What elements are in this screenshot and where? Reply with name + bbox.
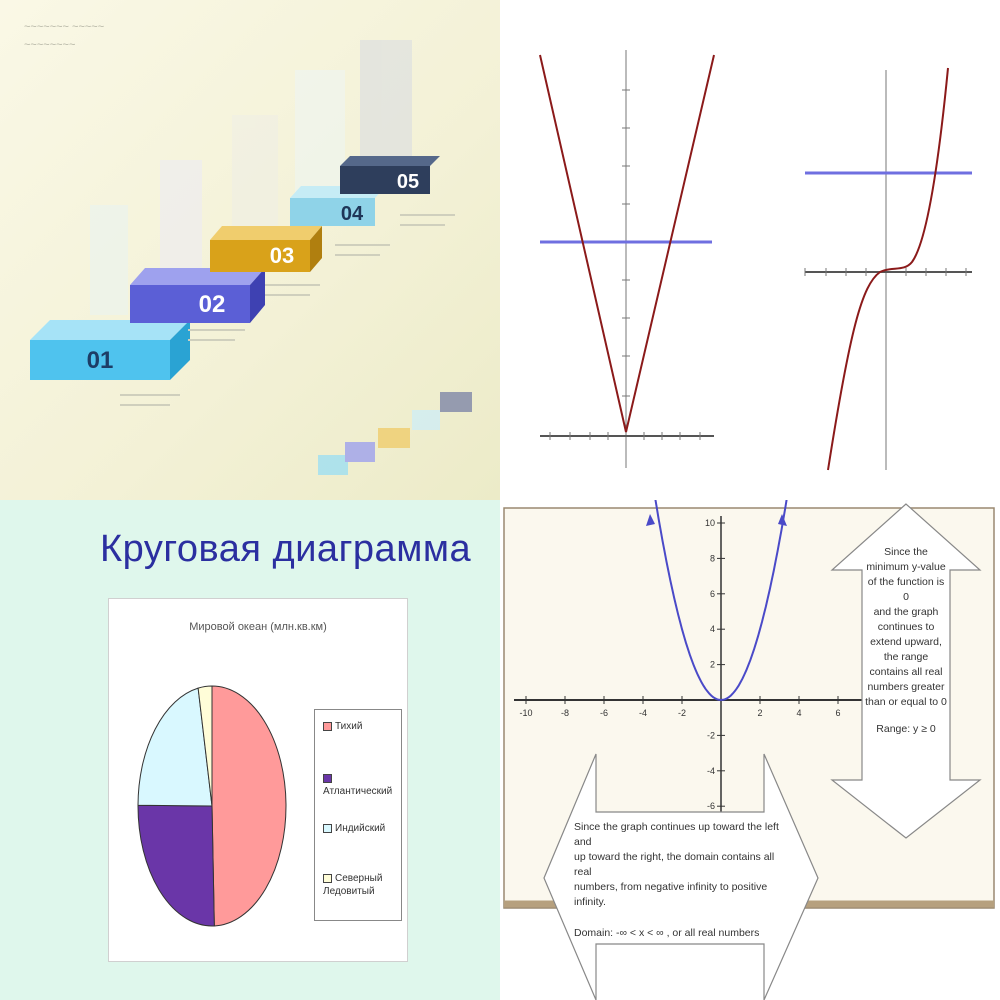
legend-swatch: [323, 722, 332, 731]
x-tick-label: 6: [835, 708, 841, 718]
x-tick-label: -8: [560, 708, 570, 718]
legend-label: Тихий: [335, 721, 363, 732]
abs-value-graph: [540, 50, 714, 468]
y-tick-label: -6: [706, 801, 715, 812]
legend-swatch: [323, 774, 332, 783]
pie-chart: [109, 659, 309, 949]
slide-title: Круговая диаграмма: [100, 528, 472, 570]
y-tick-label: -2: [706, 730, 715, 741]
legend-swatch: [323, 874, 332, 883]
legend-item: [323, 772, 401, 798]
infographic-header-line: ~~~~~~~ ~~~~~: [24, 21, 105, 33]
step-02: [130, 268, 265, 323]
x-tick-label: 2: [757, 708, 763, 718]
step-number: 01: [86, 347, 114, 374]
range-note: [865, 545, 947, 737]
range-note-line: the range: [883, 651, 929, 663]
y-tick-label: 8: [709, 553, 715, 564]
x-tick-label: 4: [796, 708, 802, 718]
range-note-line: and the graph: [873, 606, 939, 618]
range-note-line: extend upward,: [870, 636, 942, 648]
cubic-graph: [805, 68, 972, 470]
domain-note: [574, 820, 792, 941]
y-tick-label: 4: [709, 624, 715, 635]
legend-label: Северный Ледовитый: [323, 873, 383, 897]
range-note-line: numbers greater: [867, 681, 945, 693]
y-tick-label: 2: [709, 659, 715, 670]
domain-note-line: numbers, from negative infinity to positive infinity.: [574, 881, 768, 908]
legend-item: [323, 822, 385, 835]
domain-note-line: up toward the right, the domain contains all real: [574, 851, 775, 878]
legend-swatch: [323, 824, 332, 833]
domain-note-line: Since the graph continues up toward the left and: [574, 821, 779, 848]
legend-item: [323, 872, 395, 898]
pie-slice: [212, 686, 286, 926]
range-note-line: minimum y-value: [866, 561, 946, 573]
x-tick-label: -10: [519, 708, 533, 718]
x-tick-label: -4: [638, 708, 648, 718]
function-graphs: [500, 0, 1000, 500]
range-note-line: Since the: [884, 546, 928, 558]
domain-label: Domain: -∞ < x < ∞ , or all real numbers: [574, 927, 760, 939]
range-note-line: contains all real: [869, 666, 943, 678]
steps-infographic: [0, 0, 500, 500]
legend-label: Индийский: [335, 823, 386, 834]
y-tick-label: 6: [709, 588, 715, 599]
step-number: 03: [269, 243, 295, 268]
range-note-line: of the function is 0: [867, 576, 945, 603]
step-01: [30, 320, 190, 380]
infographic-header-line: ~~~~~~~~: [24, 39, 76, 51]
chart-title: Мировой океан (млн.кв.км): [189, 621, 327, 633]
x-tick-label: -2: [677, 708, 687, 718]
small-blocks: [318, 392, 472, 475]
parabola-slide: [500, 500, 1000, 1000]
range-note-line: continues to: [877, 621, 935, 633]
step-05: [340, 156, 440, 194]
legend-label: Атлантический: [323, 786, 393, 797]
steps-illustration: [0, 0, 500, 500]
y-tick-label: -4: [706, 765, 715, 776]
range-note-line: than or equal to 0: [865, 696, 947, 708]
legend-item: [323, 720, 362, 733]
function-graphs-panel: [500, 0, 1000, 500]
y-tick-label: 10: [704, 518, 715, 528]
range-label: Range: y ≥ 0: [876, 723, 936, 735]
chart-legend: [314, 709, 402, 921]
step-number: 04: [340, 203, 364, 225]
step-number: 05: [396, 171, 420, 193]
x-tick-label: -6: [599, 708, 609, 718]
pie-slice: [138, 805, 214, 926]
pie-chart-frame: [108, 598, 408, 962]
step-03: [210, 226, 322, 272]
step-number: 02: [198, 291, 226, 318]
